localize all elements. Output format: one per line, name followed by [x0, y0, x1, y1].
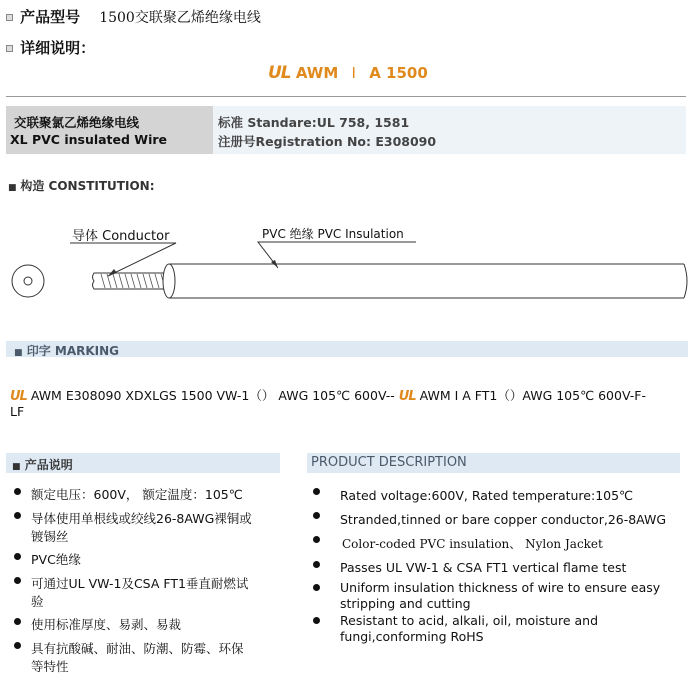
- insulation-label: PVC 绝缘 PVC Insulation: [262, 227, 404, 241]
- en-item-1: Rated voltage:600V, Rated temperature:105℃: [340, 488, 634, 503]
- insulation-body: [169, 264, 684, 298]
- desc-cn-bar: [6, 453, 280, 473]
- cn-item-2a: 导体使用单根线或绞线26-8AWG裸铜或: [31, 511, 252, 526]
- product-model-row: [6, 6, 261, 27]
- cross-section-core: [24, 277, 32, 285]
- desc-en-bar: [307, 453, 680, 473]
- small-square-icon: ■: [14, 348, 23, 358]
- construction-title: 构造 CONSTITUTION:: [20, 179, 155, 193]
- marking-bar: [6, 341, 688, 357]
- ul-logo-icon: UL: [268, 63, 291, 83]
- construction-title-row: [8, 177, 155, 194]
- small-square-icon: ■: [8, 183, 17, 193]
- style-text: A 1500: [369, 64, 428, 82]
- desc-cn-title: 产品说明: [24, 458, 73, 472]
- marking-line-2: LF: [10, 404, 25, 419]
- wire-name-cn: 交联聚氯乙烯绝缘电线: [14, 115, 140, 130]
- detail-label: 详细说明：: [20, 39, 96, 57]
- square-bullet-icon: [6, 45, 13, 52]
- standard-text: 标准 Standare:UL 758, 1581: [218, 115, 410, 130]
- marking-line-1: [10, 386, 646, 404]
- en-item-6a: Resistant to acid, alkali, oil, moisture and: [340, 613, 599, 628]
- en-item-4: Passes UL VW-1 & CSA FT1 vertical flame test: [340, 560, 627, 575]
- insulation-right-end: [684, 264, 687, 298]
- detail-row: [6, 37, 95, 58]
- cn-item-3: PVC绝缘: [31, 552, 81, 567]
- spec-name-cell: [6, 106, 213, 154]
- spec-standard-cell: [213, 106, 686, 154]
- marking-title: 印字 MARKING: [26, 344, 120, 358]
- registration-text: 注册号Registration No: E308090: [218, 134, 437, 149]
- cn-item-6a: 具有抗酸碱、耐油、防潮、防霉、环保: [31, 641, 244, 656]
- cn-item-5: 使用标准厚度、易剥、易裁: [31, 617, 182, 632]
- insulation-end: [163, 264, 175, 298]
- roman-numeral: I: [351, 64, 356, 82]
- wire-name-en: XL PVC insulated Wire: [10, 132, 168, 147]
- cn-item-2b: 镀锡丝: [31, 529, 69, 544]
- conductor-leader-line: [70, 243, 176, 276]
- square-bullet-icon: [6, 14, 13, 21]
- cn-item-4a: 可通过UL VW-1及CSA FT1垂直耐燃试: [31, 576, 249, 591]
- en-item-3: Color-coded PVC insulation、 Nylon Jacket: [342, 537, 603, 551]
- model-label: 产品型号: [20, 8, 81, 26]
- cross-section-outer: [12, 265, 44, 297]
- en-item-5b: stripping and cutting: [340, 596, 471, 611]
- cn-item-4b: 验: [31, 594, 44, 609]
- en-item-2: Stranded,tinned or bare copper conductor,26-8AWG: [340, 512, 667, 527]
- desc-cn-title-row: [12, 456, 73, 473]
- en-item-5a: Uniform insulation thickness of wire to ensure easy: [340, 580, 661, 595]
- awm-text: AWM: [295, 64, 339, 82]
- marking-title-row: [14, 342, 119, 359]
- model-value: 1500交联聚乙烯绝缘电线: [99, 10, 261, 26]
- marking-text-b: AWM I A FT1（）AWG 105℃ 600V-F-: [419, 388, 646, 403]
- small-square-icon: ■: [12, 462, 21, 472]
- conductor-label: 导体 Conductor: [72, 229, 170, 244]
- ul-logo-icon: UL: [10, 389, 27, 404]
- ul-banner: [268, 63, 428, 83]
- marking-text-a: AWM E308090 XDXLGS 1500 VW-1（） AWG 105℃ 600V--: [30, 388, 395, 403]
- desc-en-title: PRODUCT DESCRIPTION: [311, 455, 467, 470]
- en-item-6b: fungi,conforming RoHS: [340, 629, 484, 644]
- cn-item-6b: 等特性: [31, 659, 69, 674]
- cn-item-1: 额定电压：600V， 额定温度：105℃: [31, 487, 243, 502]
- divider: [6, 96, 686, 97]
- ul-logo-icon: UL: [398, 389, 416, 404]
